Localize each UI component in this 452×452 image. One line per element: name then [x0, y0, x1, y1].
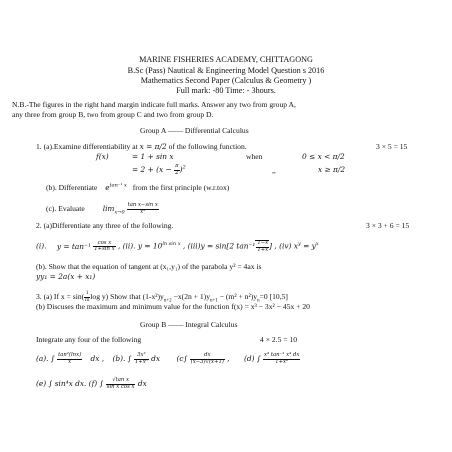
pi-num: π — [175, 163, 179, 169]
q2-iv-expr: , (iv) x — [274, 241, 298, 251]
int-d-fraction: $\frac{\text{x³ tan⁻¹ x⁴ dx}}{\text{1+x⁸}}$ — [264, 352, 300, 365]
q1a-suffix: of the following function. — [168, 142, 247, 151]
q2-iii-end: ] — [269, 241, 273, 251]
q1a-prefix: 1. (a).Examine differentiability at — [36, 142, 138, 151]
q1b-expression: $e^{tan^{-1} x}$ — [105, 182, 127, 192]
int-f-fraction: $\frac{\text{√tan x}}{\text{sin x cos x}}$ — [106, 377, 135, 390]
int-c-label: (c∫ — [176, 354, 188, 364]
group-b-marks: 4 × 2.5 = 10 — [260, 335, 298, 344]
program-line: B.Sc (Pass) Nautical & Engineering Model Question s 2016 — [127, 66, 325, 75]
q2b-line-2: yy₁ = 2a(x + x₁) — [36, 272, 96, 281]
q3a-line: 3. (a) If x = sin( $\frac{1}{m}$ log y) Show that $(1-x^2)y_{n+2} -x(2n + 1)y_{n+1} - (m^2 + n^2)y_n=0$ [10,5] — [36, 290, 288, 304]
q1c-line — [46, 203, 159, 215]
int-b-end: dx — [151, 354, 161, 364]
q1b-suffix: from the first principle (w.r.tox) — [132, 183, 230, 192]
int-b-label: (b). ∫ — [112, 354, 132, 364]
q1c-label: (c). Evaluate — [46, 203, 85, 213]
q2-i-fraction: $\frac{\text{cos x}}{\text{1+sin x}}$ — [94, 239, 115, 253]
q2-i-label: (i). — [36, 241, 47, 251]
function-row-2 — [132, 164, 186, 176]
marks-time-line: Full mark: -80 Time: - 3hours. — [176, 86, 276, 95]
q3-fraction: $\frac{1}{m}$ — [85, 290, 90, 303]
q1c-fraction: $\frac{\text{tan x−sin x}}{\text{x³}}$ — [127, 202, 158, 215]
int-d-label: (d) ∫ — [243, 354, 261, 364]
when-label: when — [246, 152, 263, 161]
paper-line: Mathematics Second Paper (Calculus & Geometry ) — [140, 76, 312, 85]
q2-iii-expr: , (iii)y = sin[2 tan⁻¹ — [182, 241, 256, 251]
q2-ii-expr: , (ii). y = 10 — [117, 241, 163, 251]
int-a-end: dx , — [90, 354, 105, 364]
q2-i-expr: y = tan⁻¹ — [56, 241, 91, 251]
group-a-title: Group A —— Differential Calculus — [140, 126, 249, 135]
int-f-end: dx — [137, 379, 147, 389]
condition-2: x ≥ π/2 — [318, 165, 346, 174]
institution-title: MARINE FISHERIES ACADEMY, CHITTAGONG — [139, 55, 313, 64]
integrals-row-1 — [36, 353, 300, 365]
q1a-condition: x = π/2 — [139, 142, 167, 151]
int-a-label: (a). ∫ — [36, 354, 55, 364]
integrals-row-2 — [36, 378, 147, 390]
pi-den: 2 — [175, 169, 179, 176]
q2-intro: 2. (a)Differentiate any three of the following. — [36, 221, 174, 230]
group-b-intro: Integrate any four of the following — [36, 335, 142, 344]
function-row-1: = 1 + sin x — [132, 152, 174, 161]
q1b-label: (b). Differentiate — [46, 183, 98, 192]
q2-ii-exp: ln sin x — [162, 241, 181, 248]
q3b-line: (b) Discuses the maximum and minimum value for the function f(x) = x³ − 3x² − 45x + 20 — [36, 302, 310, 311]
row2-close: ) — [179, 165, 183, 175]
group-b-title: Group B —— Integral Calculus — [140, 320, 238, 329]
q2-iii-sqrt-fraction: $\frac{1-x}{1+x}$ — [257, 240, 269, 253]
int-b-fraction: $\frac{\text{3x²}}{\text{1+x⁶}}$ — [134, 352, 148, 365]
row2-exponent: 2 — [182, 164, 186, 171]
q2b-line-1: (b). Show that the equation of tangent at (x₁,y₁) of the parabola y² = 4ax is — [36, 262, 262, 271]
q1-marks: 3 × 5 = 15 — [376, 142, 408, 151]
q2-marks: 3 × 3 + 6 = 15 — [366, 221, 410, 230]
int-c-fraction: $\frac{dx}{(x-3)√(x+1)}$ — [190, 352, 224, 365]
int-e-f-label: (e) ∫ sin⁴x dx. (f) ∫ — [36, 379, 104, 389]
q2-expressions: (i). y = tan⁻¹ $\frac{\text{cos x}}{\text{1+sin x}}$ , (ii). $y = 10^{ln sin x}$ , (iii)y = sin[2 tan⁻¹ $\frac{1-x}{1+x}$ ] , (iv) $x^y = y^x$ — [36, 239, 319, 253]
comma-mark: ,, — [272, 166, 276, 175]
q1a-text — [36, 143, 247, 151]
function-lhs: f(x) — [96, 152, 109, 161]
q1b-line — [46, 184, 229, 192]
row2-eq: = 2 + (x − — [132, 165, 175, 175]
note-line-1: N.B.-The figures in the right hand margin indicate full marks. Answer any two from group A, — [12, 100, 296, 109]
int-a-fraction: $\frac{\text{tan²(lnx)}}{x}$ — [58, 352, 82, 365]
q1c-limit: $\lim_{x\to 0}$ — [102, 203, 125, 216]
condition-1: 0 ≤ x < π/2 — [302, 152, 345, 161]
note-line-2: any three from group B, two from group C and two from group D. — [12, 110, 214, 119]
int-c-end: , — [227, 354, 230, 364]
